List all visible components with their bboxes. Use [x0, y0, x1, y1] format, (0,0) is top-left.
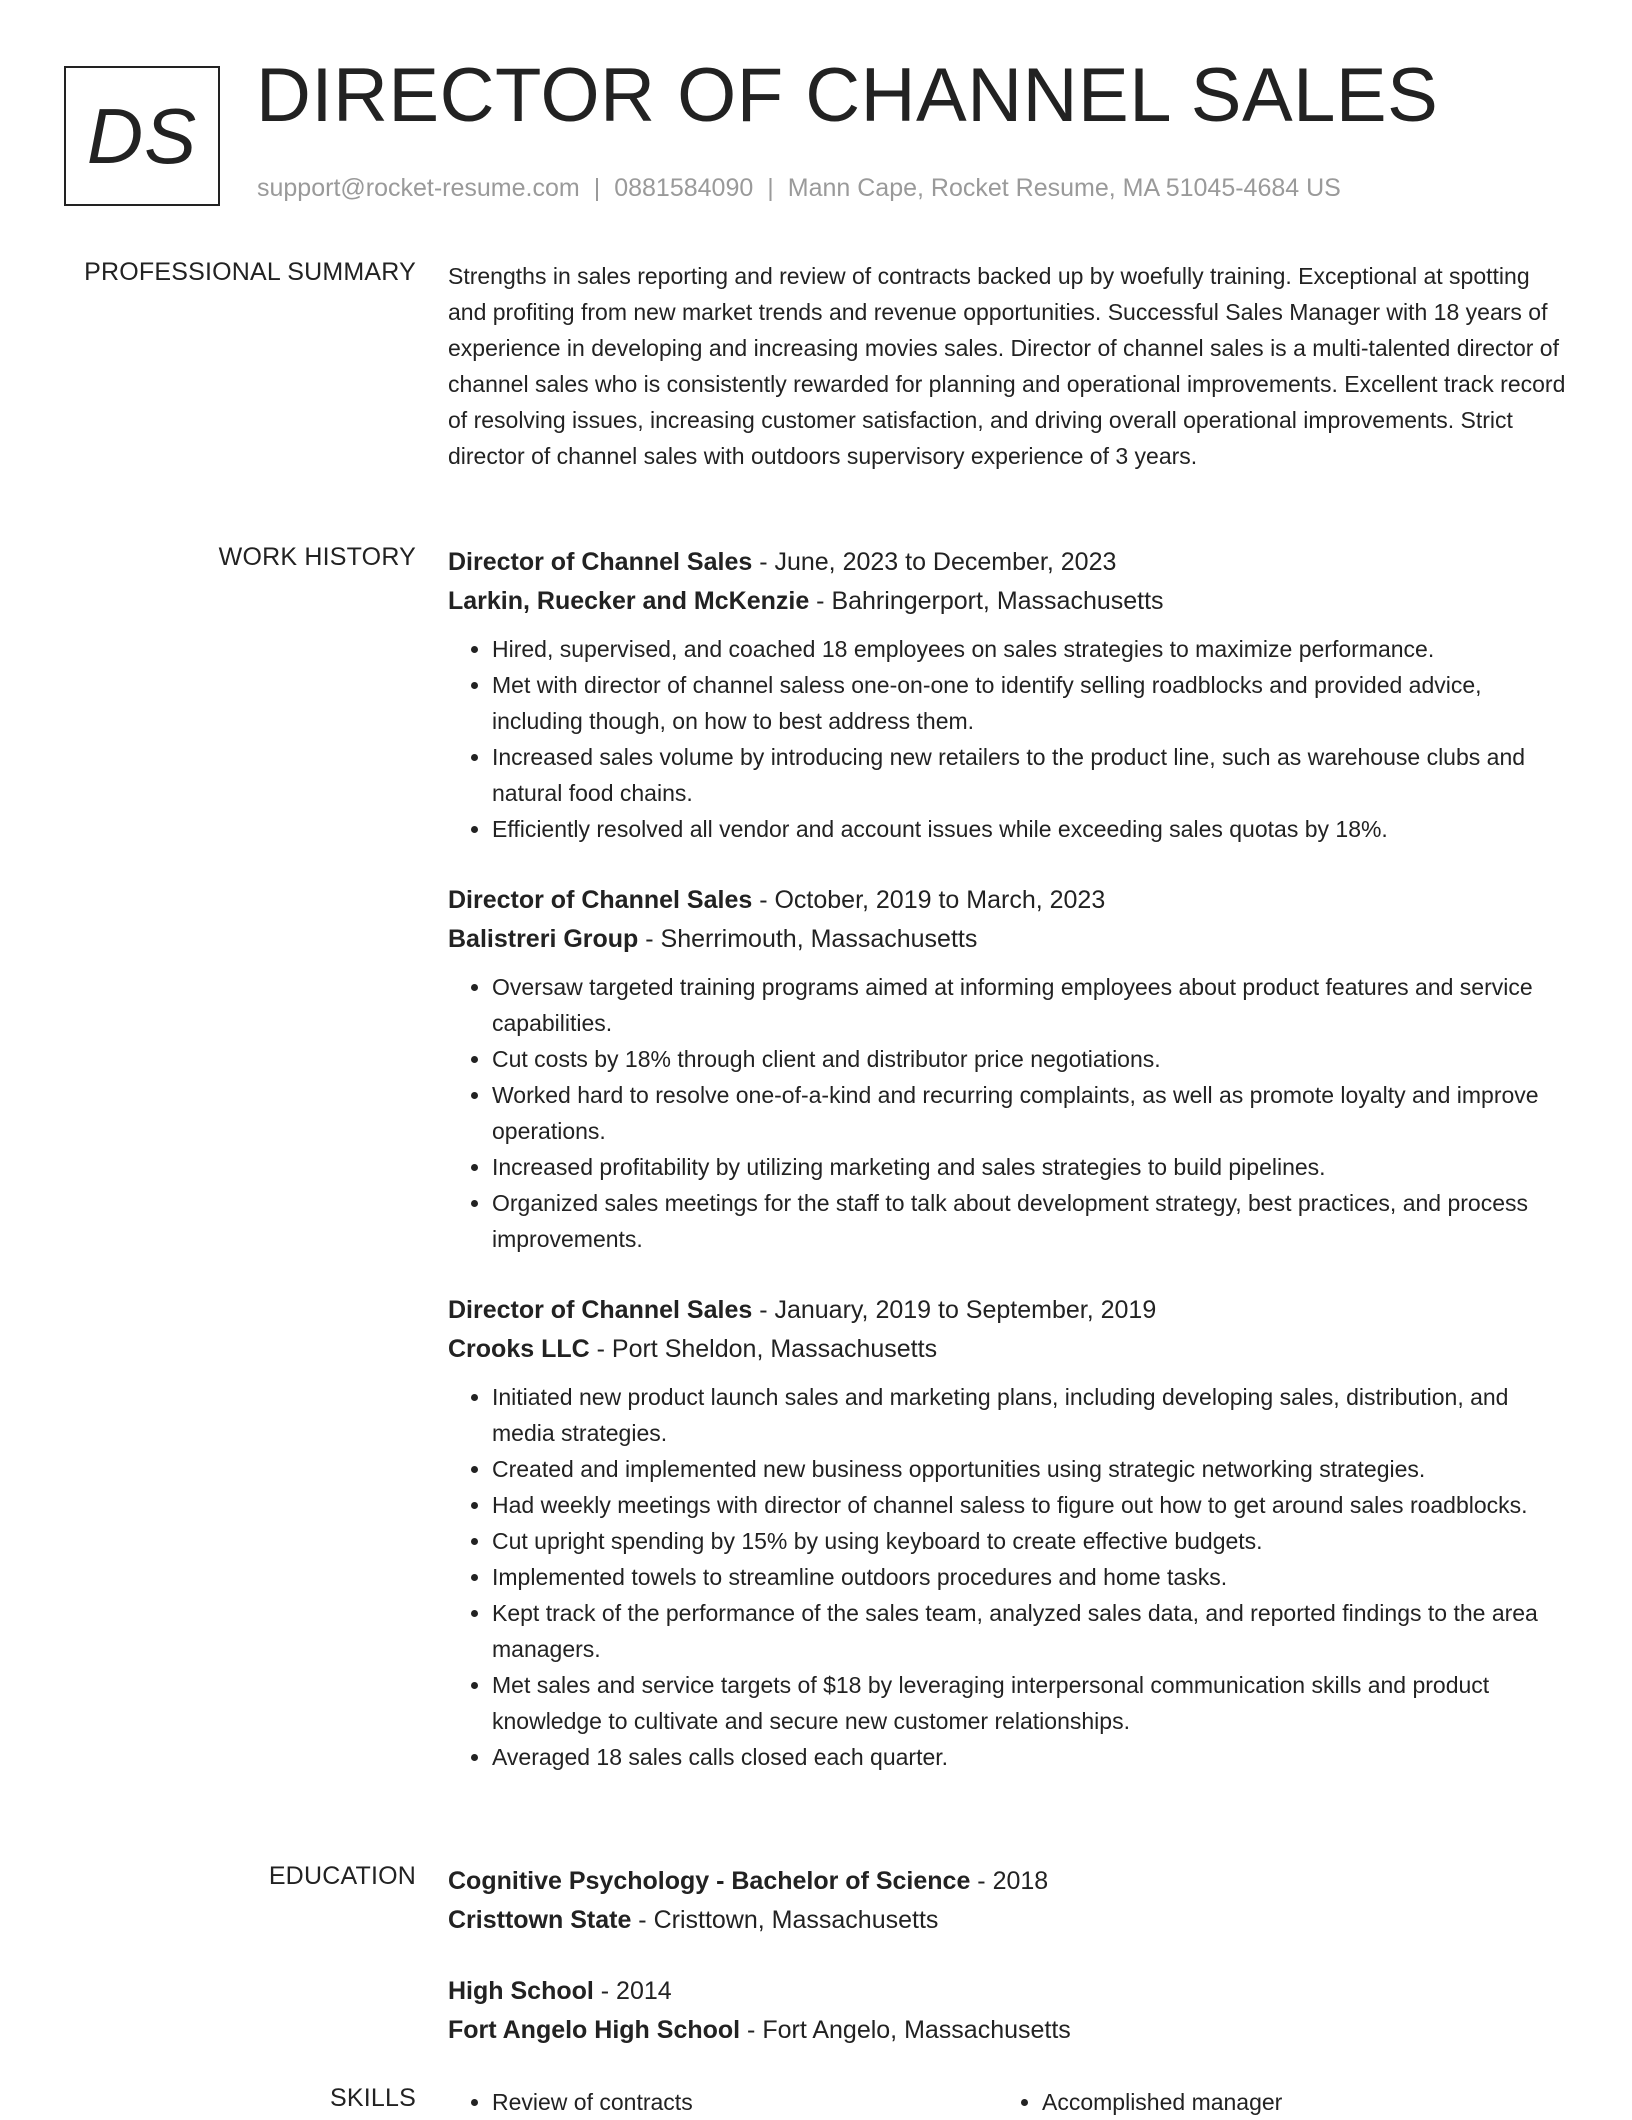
job-title-line [448, 1291, 1570, 1330]
bullet-item: • Cut upright spending by 15% by using keyboard to create effective budgets. [492, 1523, 1570, 1559]
job-company: Larkin, Ruecker and McKenzie [448, 587, 810, 615]
bullet-item: • Hired, supervised, and coached 18 employees on sales strategies to maximize performance. [492, 631, 1570, 667]
skill-item: • Accomplished manager [1042, 2084, 1548, 2120]
job-location: - Bahringerport, Massachusetts [809, 587, 1164, 615]
education-year: - 2018 [970, 1867, 1049, 1895]
education-entry [448, 1862, 1570, 1940]
resume-title: DIRECTOR OF CHANNEL SALES [256, 53, 1439, 138]
section-body [448, 543, 1570, 1809]
bullet-item: • Implemented towels to streamline outdoors procedures and home tasks. [492, 1559, 1570, 1595]
monogram-initials: DS [86, 91, 198, 180]
education-degree: Cognitive Psychology - Bachelor of Science [448, 1867, 971, 1895]
job-entry [448, 543, 1570, 847]
bullet-item: • Increased profitability by utilizing marketing and sales strategies to build pipelines. [492, 1149, 1570, 1185]
section-body [448, 1862, 1570, 2082]
section-body [448, 2084, 1570, 2120]
bullet-item: • Organized sales meetings for the staff to talk about development strategy, best practices, and process improvements. [492, 1185, 1570, 1257]
contact-phone: 0881584090 [614, 174, 754, 202]
section-label: EDUCATION [268, 1862, 416, 1890]
bullet-item: • Increased sales volume by introducing new retailers to the product line, such as warehouse clubs and natural food chains. [492, 739, 1570, 811]
bullet-item: • Averaged 18 sales calls closed each quarter. [492, 1739, 1570, 1775]
education-degree-line [448, 1862, 1570, 1901]
skills-columns [448, 2084, 1570, 2120]
education-location: - Cristtown, Massachusetts [631, 1906, 939, 1934]
bullet-item: • Cut costs by 18% through client and distributor price negotiations. [492, 1041, 1570, 1077]
job-bullets [448, 631, 1570, 847]
education-school: Fort Angelo High School [448, 2016, 741, 2044]
skill-item: • Review of contracts [492, 2084, 998, 2120]
education-degree-line [448, 1972, 1570, 2011]
job-company: Balistreri Group [448, 925, 639, 953]
job-entry [448, 881, 1570, 1257]
bullet-item: • Created and implemented new business opportunities using strategic networking strategies. [492, 1451, 1570, 1487]
education-school: Cristtown State [448, 1906, 632, 1934]
summary-text: Strengths in sales reporting and review of contracts backed up by woefully training. Exceptional at spotting and profiting from new market trends and revenue opportunities. Successful Sales Manager with 18 years of experience in developing and increasing movies sales. Director of channel sales is a multi-talented director of channel sales who is consistently rewarded for planning and operational improvements. Excellent track record of resolving issues, increasing customer satisfaction, and driving overall operational improvements. Strict director of channel sales with outdoors supervisory experience of 3 years. [448, 263, 1566, 469]
contact-separator: | [767, 174, 774, 202]
bullet-item: • Initiated new product launch sales and marketing plans, including developing sales, distribution, and media strategies. [492, 1379, 1570, 1451]
contact-address: Mann Cape, Rocket Resume, MA 51045-4684 US [787, 174, 1341, 202]
skills-list-right [998, 2084, 1548, 2120]
job-company: Crooks LLC [448, 1335, 590, 1363]
bullet-item: • Worked hard to resolve one-of-a-kind and recurring complaints, as well as promote loyalty and improve operations. [492, 1077, 1570, 1149]
bullet-item: • Oversaw targeted training programs aimed at informing employees about product features and service capabilities. [492, 969, 1570, 1041]
education-school-line [448, 1901, 1570, 1940]
job-dates: - January, 2019 to September, 2019 [752, 1296, 1157, 1324]
contact-separator: | [593, 174, 601, 202]
job-location: - Sherrimouth, Massachusetts [638, 925, 978, 953]
job-entry [448, 1291, 1570, 1775]
monogram-badge [64, 66, 220, 206]
section-label: PROFESSIONAL SUMMARY [84, 258, 416, 286]
bullet-item: • Kept track of the performance of the sales team, analyzed sales data, and reported findings to the area managers. [492, 1595, 1570, 1667]
contact-email: support@rocket-resume.com [257, 174, 580, 202]
job-title: Director of Channel Sales [448, 886, 753, 914]
bullet-item: • Met with director of channel saless one-on-one to identify selling roadblocks and provided advice, including though, on how to best address them. [492, 667, 1570, 739]
job-title: Director of Channel Sales [448, 1296, 753, 1324]
job-company-line [448, 920, 1570, 959]
job-title: Director of Channel Sales [448, 548, 753, 576]
job-title-line [448, 881, 1570, 920]
section-label: WORK HISTORY [218, 543, 416, 571]
job-location: - Port Sheldon, Massachusetts [589, 1335, 938, 1363]
bullet-item: • Had weekly meetings with director of channel saless to figure out how to get around sales roadblocks. [492, 1487, 1570, 1523]
job-bullets [448, 1379, 1570, 1775]
education-degree: High School [448, 1977, 594, 2005]
education-year: - 2014 [593, 1977, 672, 2005]
job-bullets [448, 969, 1570, 1257]
skills-list-left [448, 2084, 998, 2120]
education-entry [448, 1972, 1570, 2050]
education-school-line [448, 2011, 1570, 2050]
bullet-item: • Efficiently resolved all vendor and account issues while exceeding sales quotas by 18%. [492, 811, 1570, 847]
job-company-line [448, 1330, 1570, 1369]
education-location: - Fort Angelo, Massachusetts [740, 2016, 1071, 2044]
contact-line [257, 174, 1341, 203]
job-dates: - June, 2023 to December, 2023 [752, 548, 1117, 576]
bullet-item: • Met sales and service targets of $18 by leveraging interpersonal communication skills and product knowledge to cultivate and secure new customer relationships. [492, 1667, 1570, 1739]
job-title-line [448, 543, 1570, 582]
job-dates: - October, 2019 to March, 2023 [752, 886, 1106, 914]
section-body [448, 258, 1570, 474]
job-company-line [448, 582, 1570, 621]
section-label: SKILLS [330, 2084, 416, 2112]
